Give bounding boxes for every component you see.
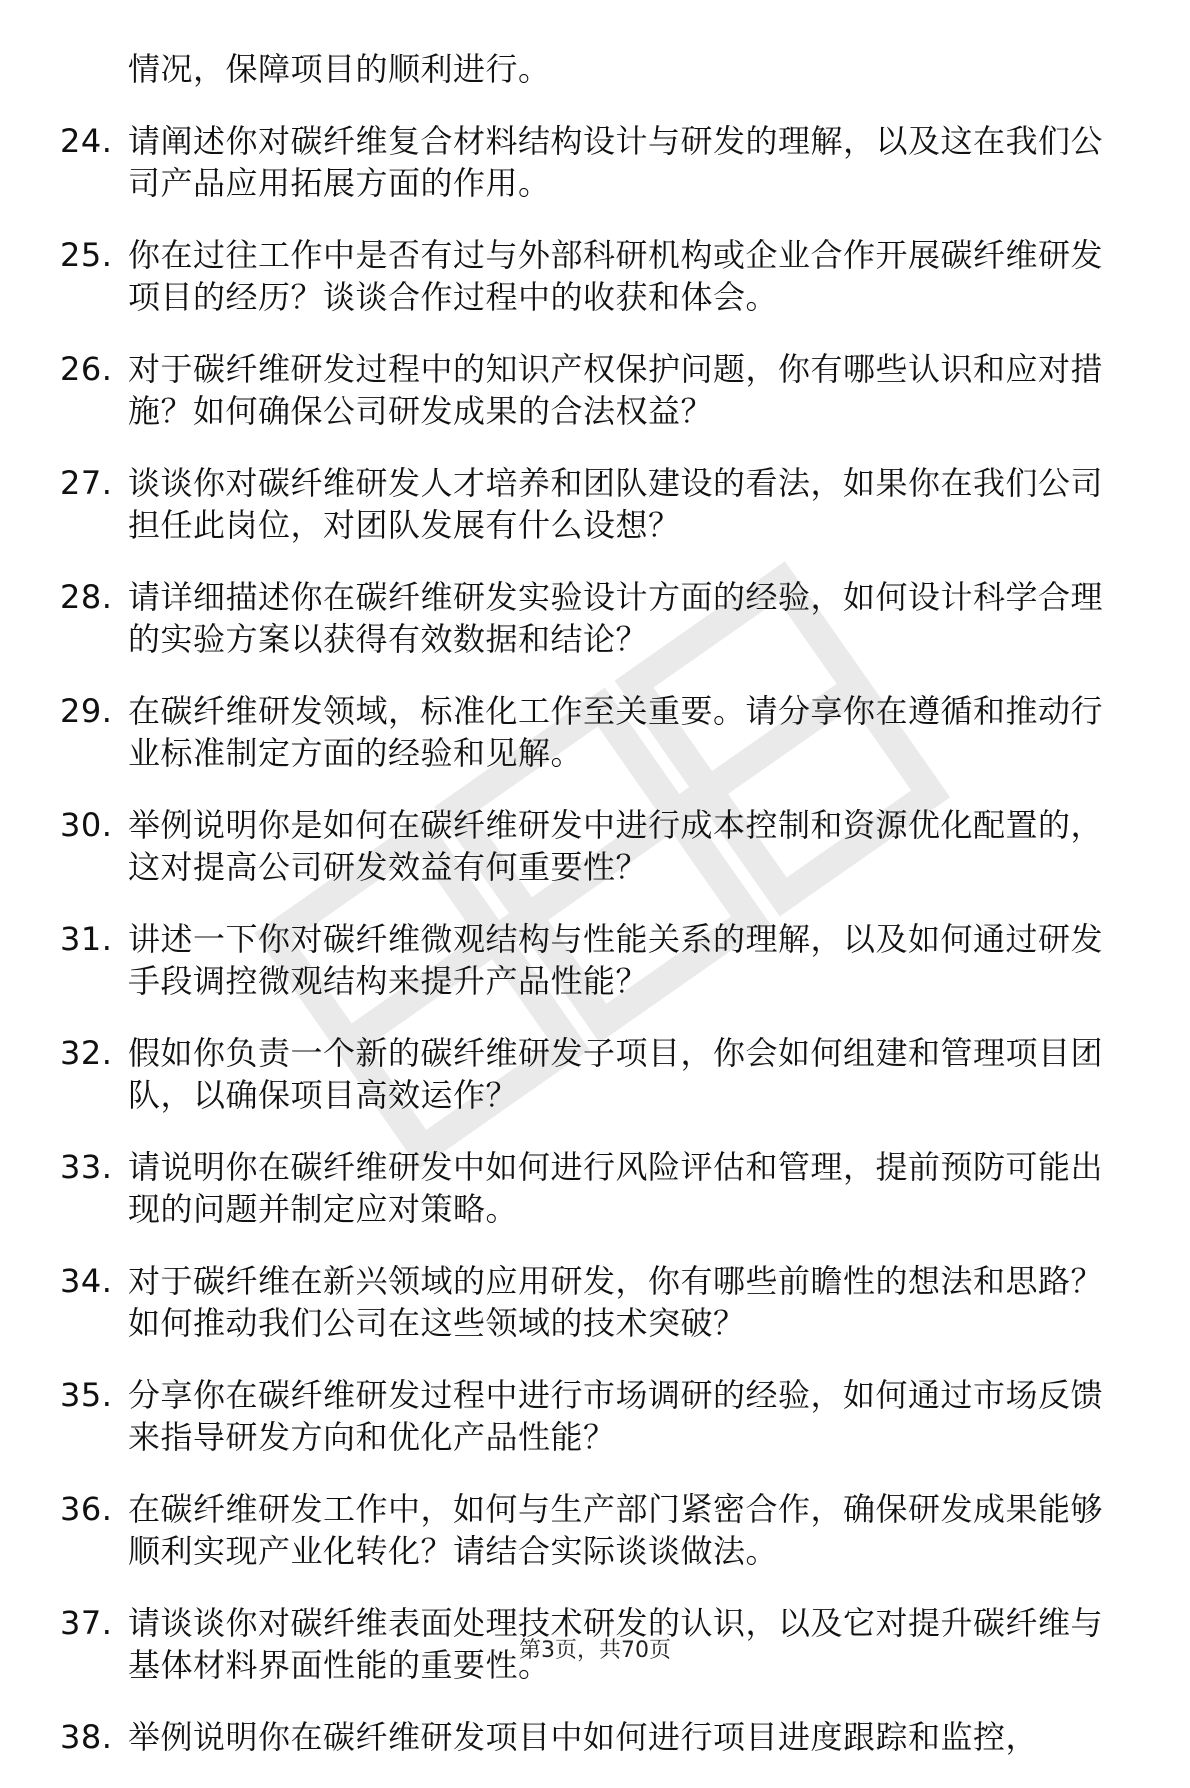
question-item — [60, 690, 1120, 774]
question-number: 32. — [60, 1034, 113, 1072]
question-number: 37. — [60, 1604, 113, 1642]
question-text: 在碳纤维研发工作中，如何与生产部门紧密合作，确保研发成果能够顺利实现产业化转化？请结合实际谈谈做法。 — [128, 1490, 1104, 1570]
question-number: 35. — [60, 1376, 113, 1414]
question-number: 31. — [60, 920, 113, 958]
question-item — [60, 462, 1120, 546]
question-number: 27. — [60, 464, 113, 502]
question-number: 36. — [60, 1490, 113, 1528]
question-number: 25. — [60, 236, 113, 274]
question-number: 28. — [60, 578, 113, 616]
question-item — [60, 804, 1120, 888]
question-text: 在碳纤维研发领域，标准化工作至关重要。请分享你在遵循和推动行业标准制定方面的经验和见解。 — [128, 692, 1104, 772]
question-text: 假如你负责一个新的碳纤维研发子项目，你会如何组建和管理项目团队，以确保项目高效运作？ — [128, 1034, 1104, 1114]
question-item — [60, 1716, 1120, 1758]
question-number: 30. — [60, 806, 113, 844]
question-text: 举例说明你在碳纤维研发项目中如何进行项目进度跟踪和监控， — [128, 1718, 1039, 1756]
question-text: 请阐述你对碳纤维复合材料结构设计与研发的理解，以及这在我们公司产品应用拓展方面的作用。 — [128, 122, 1104, 202]
question-number: 24. — [60, 122, 113, 160]
question-item — [60, 1374, 1120, 1458]
question-text: 请详细描述你在碳纤维研发实验设计方面的经验，如何设计科学合理的实验方案以获得有效数据和结论？ — [128, 578, 1104, 658]
question-text: 对于碳纤维研发过程中的知识产权保护问题，你有哪些认识和应对措施？如何确保公司研发成果的合法权益？ — [128, 350, 1104, 430]
question-item — [60, 1032, 1120, 1116]
question-number: 26. — [60, 350, 113, 388]
question-number: 33. — [60, 1148, 113, 1186]
question-list — [60, 48, 1120, 1788]
question-number: 38. — [60, 1718, 113, 1756]
question-text: 请说明你在碳纤维研发中如何进行风险评估和管理，提前预防可能出现的问题并制定应对策略。 — [128, 1148, 1104, 1228]
question-text: 对于碳纤维在新兴领域的应用研发，你有哪些前瞻性的想法和思路？如何推动我们公司在这些领域的技术突破？ — [128, 1262, 1104, 1342]
question-number: 29. — [60, 692, 113, 730]
question-item — [60, 1146, 1120, 1230]
question-item — [60, 234, 1120, 318]
question-text: 分享你在碳纤维研发过程中进行市场调研的经验，如何通过市场反馈来指导研发方向和优化产品性能？ — [128, 1376, 1104, 1456]
question-text: 讲述一下你对碳纤维微观结构与性能关系的理解，以及如何通过研发手段调控微观结构来提升产品性能？ — [128, 920, 1104, 1000]
question-item — [60, 120, 1120, 204]
page-footer: 第3页，共70页 — [519, 1638, 671, 1663]
question-text: 举例说明你是如何在碳纤维研发中进行成本控制和资源优化配置的，这对提高公司研发效益有何重要性？ — [128, 806, 1104, 886]
question-item — [60, 1488, 1120, 1572]
question-item — [60, 348, 1120, 432]
question-item — [60, 918, 1120, 1002]
question-text: 请谈谈你对碳纤维表面处理技术研发的认识，以及它对提升碳纤维与基体材料界面性能的重要性。 — [128, 1604, 1104, 1684]
question-item — [60, 1260, 1120, 1344]
question-item — [60, 576, 1120, 660]
continued-text: 情况，保障项目的顺利进行。 — [128, 50, 551, 88]
question-number: 34. — [60, 1262, 113, 1300]
question-text: 谈谈你对碳纤维研发人才培养和团队建设的看法，如果你在我们公司担任此岗位，对团队发展有什么设想？ — [128, 464, 1104, 544]
question-text: 你在过往工作中是否有过与外部科研机构或企业合作开展碳纤维研发项目的经历？谈谈合作过程中的收获和体会。 — [128, 236, 1104, 316]
